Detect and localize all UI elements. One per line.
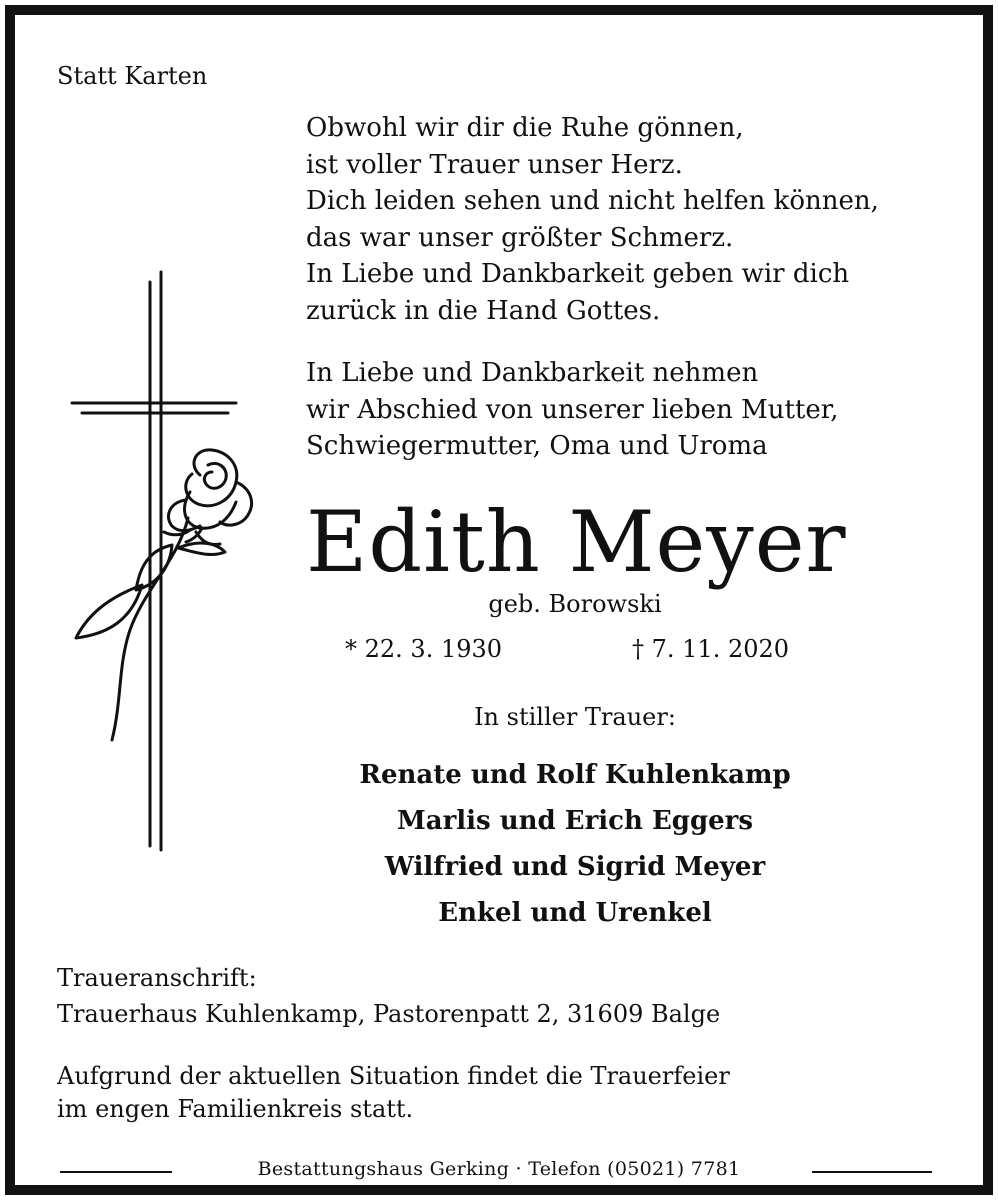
funeral-home-footer: Bestattungshaus Gerking · Telefon (05021) 7781: [257, 1158, 741, 1180]
mourner-entry: Marlis und Erich Eggers: [396, 806, 754, 836]
farewell-line: wir Abschied von unserer lieben Mutter,: [306, 394, 839, 425]
poem-line: das war unser größter Schmerz.: [306, 222, 734, 253]
poem-line: zurück in die Hand Gottes.: [306, 295, 661, 326]
address-value: Trauerhaus Kuhlenkamp, Pastorenpatt 2, 31609 Balge: [57, 1000, 721, 1028]
mourning-address: [57, 960, 720, 1032]
poem-line: Obwohl wir dir die Ruhe gönnen,: [306, 113, 744, 143]
poem-line: In Liebe und Dankbarkeit geben wir dich: [306, 259, 850, 289]
mourner-entry: Wilfried und Sigrid Meyer: [384, 852, 766, 882]
mourner-entry: Renate und Rolf Kuhlenkamp: [359, 760, 791, 790]
deceased-name: Edith Meyer: [306, 493, 847, 591]
farewell-line: Schwiegermutter, Oma und Uroma: [306, 431, 768, 461]
statt-karten: Statt Karten: [57, 62, 208, 90]
poem: [306, 110, 879, 329]
death-date: † 7. 11. 2020: [632, 635, 790, 663]
birth-name: geb. Borowski: [488, 590, 662, 618]
farewell-text: [306, 355, 839, 465]
mourning-intro: In stiller Trauer:: [474, 703, 676, 731]
poem-line: ist voller Trauer unser Herz.: [306, 149, 683, 180]
ceremony-notice: [57, 1060, 730, 1126]
notice-line: im engen Familienkreis statt.: [57, 1095, 414, 1123]
mourner-entry: Enkel und Urenkel: [438, 898, 712, 928]
address-label: Traueranschrift:: [57, 964, 257, 992]
birth-date: * 22. 3. 1930: [345, 635, 503, 663]
poem-line: Dich leiden sehen und nicht helfen können,: [306, 186, 879, 216]
notice-line: Aufgrund der aktuellen Situation findet die Trauerfeier: [57, 1062, 730, 1090]
mourners-list: [0, 752, 998, 936]
farewell-line: In Liebe und Dankbarkeit nehmen: [306, 358, 759, 388]
